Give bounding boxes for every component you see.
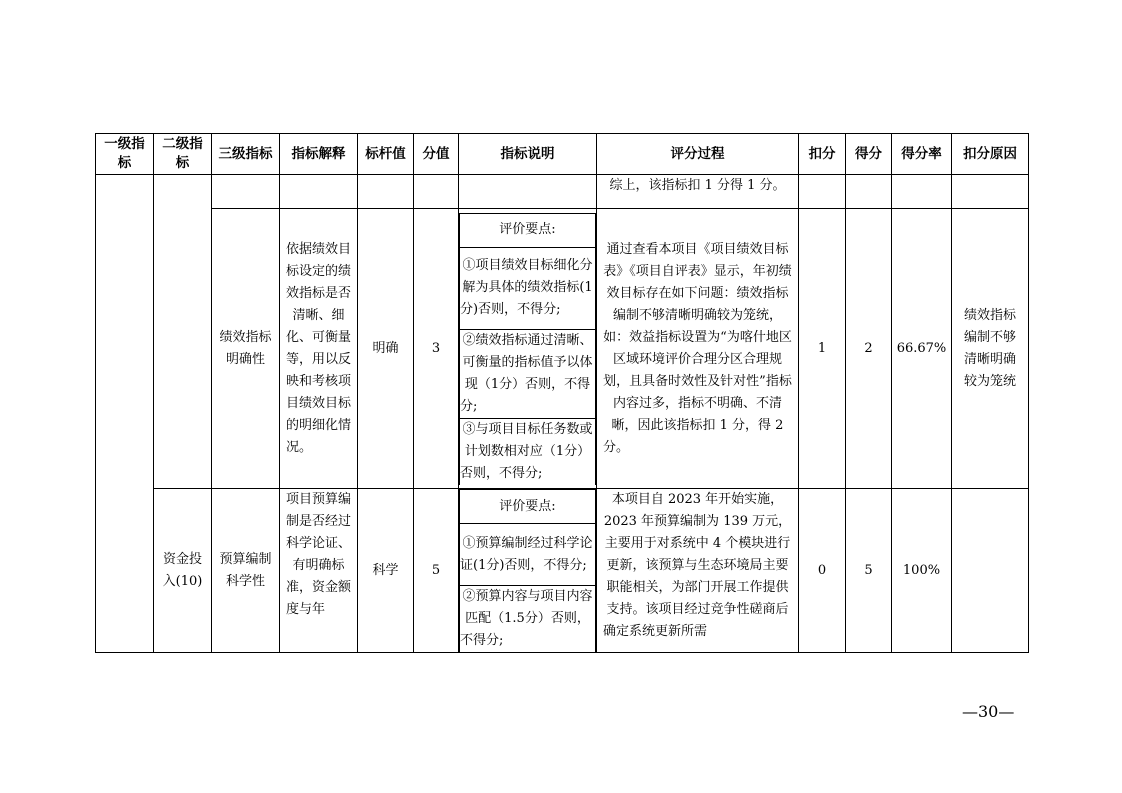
header-deduct: 扣分	[799, 134, 846, 175]
desc-item: ②预算内容与项目内容匹配（1.5分）否则，不得分;	[460, 586, 596, 653]
rate-cell: 100%	[892, 489, 952, 653]
level2-cell: 资金投入(10)	[154, 489, 212, 653]
desc-cell	[459, 209, 597, 489]
got-cell: 5	[846, 489, 892, 653]
header-benchmark: 标杆值	[358, 134, 414, 175]
empty-cell	[459, 175, 597, 209]
reason-cell	[952, 489, 1029, 653]
desc-cell	[459, 489, 597, 653]
desc-item: ①项目绩效目标细化分解为具体的绩效指标(1分)否则，不得分;	[460, 247, 596, 329]
performance-table	[95, 133, 1029, 653]
desc-list	[459, 213, 596, 485]
header-explain: 指标解释	[280, 134, 358, 175]
deduct-cell: 1	[799, 209, 846, 489]
level2-cell	[154, 175, 212, 489]
level3-cell: 绩效指标明确性	[212, 209, 280, 489]
benchmark-cell: 明确	[358, 209, 414, 489]
header-desc: 指标说明	[459, 134, 597, 175]
explain-cell: 依据绩效目标设定的绩效指标是否清晰、细化、可衡量等，用以反映和考核项目绩效目标的明细化情况。	[280, 209, 358, 489]
table-row	[96, 175, 1029, 209]
desc-list	[459, 489, 596, 652]
desc-item: ②绩效指标通过清晰、可衡量的指标值予以体现（1分）否则，不得分;	[460, 329, 596, 418]
empty-cell	[358, 175, 414, 209]
score-cell: 3	[414, 209, 459, 489]
header-got: 得分	[846, 134, 892, 175]
level3-cell: 预算编制科学性	[212, 489, 280, 653]
header-level2: 二级指标	[154, 134, 212, 175]
deduct-cell: 0	[799, 489, 846, 653]
empty-cell	[846, 175, 892, 209]
got-cell: 2	[846, 209, 892, 489]
desc-item: ③与项目目标任务数或计划数相对应（1分）否则，不得分;	[460, 418, 596, 485]
desc-head: 评价要点:	[460, 213, 596, 247]
header-rate: 得分率	[892, 134, 952, 175]
benchmark-cell: 科学	[358, 489, 414, 653]
empty-cell	[212, 175, 280, 209]
header-level3: 三级指标	[212, 134, 280, 175]
header-reason: 扣分原因	[952, 134, 1029, 175]
empty-cell	[799, 175, 846, 209]
process-cell: 通过查看本项目《项目绩效目标表》《项目自评表》显示，年初绩效目标存在如下问题：绩效指标编制不够清晰明确较为笼统，如：效益指标设置为“为喀什地区区域环境评价合理分区合理规划，且具备时效性及针对性”指标内容过多，指标不明确、不清晰，因此该指标扣 1 分，得 2 分。	[597, 209, 799, 489]
reason-cell: 绩效指标编制不够清晰明确较为笼统	[952, 209, 1029, 489]
header-process: 评分过程	[597, 134, 799, 175]
process-cell: 综上，该指标扣 1 分得 1 分。	[597, 175, 799, 209]
header-level1: 一级指标	[96, 134, 154, 175]
table-row	[96, 209, 1029, 489]
desc-item: ①预算编制经过科学论证(1分)否则，不得分;	[460, 524, 596, 586]
process-cell: 本项目自 2023 年开始实施，2023 年预算编制为 139 万元，主要用于对系统中 4 个模块进行更新，该预算与生态环境局主要职能相关，为部门开展工作提供支持。该项目经过竞争性磋商后确定系统更新所需	[597, 489, 799, 653]
score-cell: 5	[414, 489, 459, 653]
page-number: —30—	[962, 702, 1015, 721]
desc-head: 评价要点:	[460, 490, 596, 524]
empty-cell	[280, 175, 358, 209]
empty-cell	[892, 175, 952, 209]
explain-cell: 项目预算编制是否经过科学论证、有明确标准，资金额度与年	[280, 489, 358, 653]
rate-cell: 66.67%	[892, 209, 952, 489]
level1-cell	[96, 175, 154, 653]
table-row	[96, 489, 1029, 653]
empty-cell	[414, 175, 459, 209]
empty-cell	[952, 175, 1029, 209]
header-score: 分值	[414, 134, 459, 175]
header-row	[96, 134, 1029, 175]
